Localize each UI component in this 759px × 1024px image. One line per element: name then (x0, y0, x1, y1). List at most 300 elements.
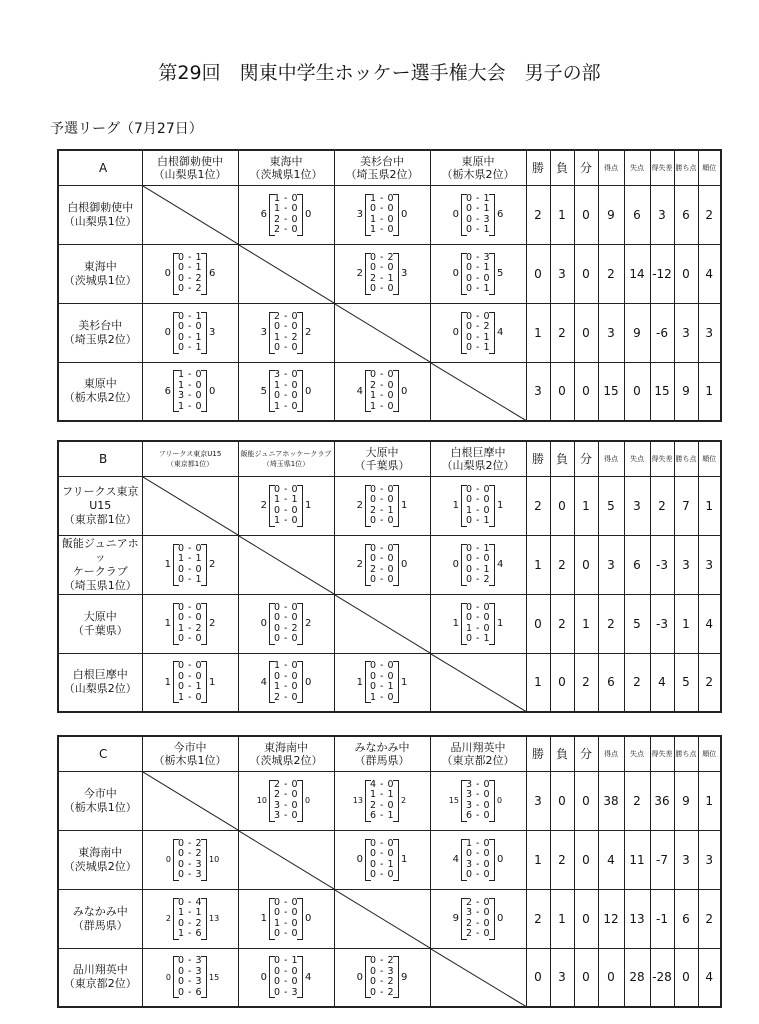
period-score: 3 - 0 (273, 369, 299, 381)
period-score: 0 - 1 (177, 342, 203, 353)
stat-value: 13 (624, 889, 650, 948)
match-goals-against: 15 (209, 972, 220, 982)
row-name-line: （栃木県2位） (63, 391, 137, 405)
period-scores (365, 839, 399, 881)
col-team-header (334, 150, 430, 185)
period-score: 0 - 0 (273, 342, 299, 353)
team-name: 白根御勅使中 (157, 154, 223, 168)
match-score (239, 661, 334, 703)
match-cell (430, 185, 526, 244)
team-row (58, 362, 721, 421)
period-scores (365, 194, 399, 236)
match-score (431, 898, 526, 940)
match-goals-for: 0 (260, 618, 267, 629)
row-name-line: 品川翔英中 (72, 963, 128, 977)
period-score: 0 - 0 (273, 321, 299, 332)
period-scores (269, 956, 303, 998)
period-score: 1 - 0 (369, 213, 395, 225)
stat-value: 2 (550, 594, 574, 653)
team-row (58, 303, 721, 362)
stat-value: 3 (526, 771, 550, 830)
row-team-name (58, 653, 142, 712)
team-pref: （千葉県） (354, 458, 410, 472)
period-score: 0 - 3 (177, 869, 203, 880)
match-goals-against: 10 (209, 855, 220, 864)
stat-header: 負 (550, 150, 574, 185)
match-goals-for: 0 (260, 971, 267, 983)
period-score: 0 - 0 (369, 553, 395, 564)
period-score: 0 - 0 (273, 907, 299, 918)
stat-value: 3 (674, 535, 698, 594)
match-cell (238, 771, 334, 830)
row-team-name (58, 185, 142, 244)
row-name-line: （千葉県） (72, 623, 128, 637)
period-score: 3 - 0 (465, 907, 491, 918)
stat-value: 3 (526, 362, 550, 421)
period-scores (461, 780, 495, 822)
stat-header: 勝 (526, 441, 550, 476)
row-team-name (58, 535, 142, 594)
match-score (143, 661, 238, 703)
stat-value: 0 (526, 948, 550, 1007)
stat-value: 28 (624, 948, 650, 1007)
stat-header: 勝 (526, 736, 550, 771)
match-goals-for: 0 (452, 268, 459, 279)
stat-header: 勝 (526, 150, 550, 185)
period-score: 1 - 0 (273, 400, 299, 412)
match-score (335, 956, 430, 998)
period-score: 2 - 0 (369, 799, 395, 811)
col-team-header (238, 736, 334, 771)
group-label: A (58, 150, 142, 185)
period-score: 0 - 0 (177, 660, 203, 672)
match-cell (334, 535, 430, 594)
period-scores (173, 956, 207, 998)
row-name-line: 大原中 (83, 609, 117, 623)
stat-value: -6 (650, 303, 674, 362)
row-name-line: 東原中 (83, 377, 117, 391)
stat-value: 0 (550, 476, 574, 535)
match-cell (142, 830, 238, 889)
match-goals-against: 1 (305, 500, 312, 511)
stat-header: 勝ち点 (674, 150, 698, 185)
match-goals-for: 1 (452, 618, 459, 629)
diagonal-cell (334, 594, 430, 653)
period-scores (269, 898, 303, 940)
match-goals-against: 4 (497, 327, 504, 338)
period-score: 1 - 1 (369, 789, 395, 800)
match-score (143, 898, 238, 940)
period-score: 0 - 1 (465, 192, 491, 204)
stat-value: 2 (550, 535, 574, 594)
team-pref: （埼玉県1位） (262, 459, 310, 468)
team-name: 白根巨摩中 (450, 445, 506, 459)
match-cell (334, 653, 430, 712)
period-score: 0 - 0 (177, 321, 203, 332)
period-scores (173, 898, 207, 940)
stat-value: 2 (550, 830, 574, 889)
col-team-header (238, 150, 334, 185)
period-score: 0 - 0 (369, 283, 395, 294)
period-score: 0 - 1 (465, 224, 491, 235)
match-cell (334, 771, 430, 830)
match-goals-against: 6 (209, 268, 216, 279)
group-label: C (58, 736, 142, 771)
col-team-header (334, 736, 430, 771)
match-cell (334, 362, 430, 421)
period-score: 1 - 1 (273, 494, 299, 505)
stat-value: 15 (650, 362, 674, 421)
match-score (431, 839, 526, 881)
team-pref: （埼玉県2位） (345, 167, 419, 181)
row-name-line: （栃木県1位） (63, 800, 137, 814)
period-score: 1 - 0 (273, 379, 299, 391)
period-score: 1 - 0 (465, 837, 491, 849)
stat-value: 1 (550, 889, 574, 948)
stat-value: 0 (598, 948, 624, 1007)
period-score: 1 - 0 (273, 203, 299, 214)
period-score: 0 - 0 (369, 369, 395, 381)
stat-value: 2 (526, 476, 550, 535)
stat-header: 失点 (624, 736, 650, 771)
period-score: 0 - 1 (369, 681, 395, 693)
stat-value: 2 (598, 244, 624, 303)
match-score (335, 370, 430, 412)
row-team-name (58, 362, 142, 421)
match-goals-for: 2 (356, 500, 363, 511)
period-scores (365, 956, 399, 998)
match-goals-against: 0 (401, 559, 408, 570)
match-goals-for: 1 (260, 913, 267, 924)
match-score (431, 194, 526, 236)
match-goals-for: 0 (356, 854, 363, 865)
period-scores (461, 898, 495, 940)
team-name: 東海南中 (264, 740, 308, 754)
match-goals-for: 0 (165, 972, 171, 982)
stat-value: 2 (624, 771, 650, 830)
period-score: 0 - 0 (177, 542, 203, 554)
stat-value: 3 (624, 476, 650, 535)
period-scores (365, 253, 399, 295)
period-score: 0 - 2 (465, 574, 491, 585)
period-scores (365, 780, 399, 822)
group-label: B (58, 441, 142, 476)
stat-value: 2 (650, 476, 674, 535)
stat-value: 12 (598, 889, 624, 948)
stat-value: 1 (574, 476, 598, 535)
period-scores (173, 603, 207, 645)
period-score: 0 - 0 (465, 310, 491, 322)
row-name-line: （埼玉県1位） (63, 578, 137, 592)
period-score: 2 - 0 (273, 213, 299, 225)
team-pref: （山梨県2位） (441, 458, 515, 472)
stat-value: 3 (674, 303, 698, 362)
stat-value: 0 (526, 244, 550, 303)
period-score: 1 - 0 (273, 660, 299, 672)
stat-value: 2 (598, 594, 624, 653)
match-goals-against: 5 (497, 268, 504, 279)
match-score (431, 485, 526, 527)
period-scores (365, 544, 399, 586)
row-name-line: みなかみ中 (72, 904, 128, 918)
period-score: 0 - 0 (273, 633, 299, 644)
match-goals-for: 1 (164, 618, 171, 629)
stat-value: 3 (598, 303, 624, 362)
match-goals-for: 4 (260, 676, 267, 688)
period-score: 3 - 0 (465, 778, 491, 790)
stat-header: 分 (574, 150, 598, 185)
match-score (239, 194, 334, 236)
period-scores (461, 194, 495, 236)
stat-value: 1 (550, 185, 574, 244)
row-name-line: U15 (89, 498, 112, 512)
period-score: 0 - 2 (369, 251, 395, 263)
match-cell (430, 771, 526, 830)
period-score: 0 - 0 (273, 504, 299, 516)
section-subtitle: 予選リーグ（7月27日） (50, 121, 203, 137)
match-cell (238, 476, 334, 535)
period-score: 0 - 0 (369, 670, 395, 682)
period-score: 0 - 1 (465, 515, 491, 526)
row-name-line: 白根巨摩中 (72, 668, 128, 682)
period-score: 0 - 0 (465, 612, 491, 623)
match-score (143, 956, 238, 998)
match-goals-for: 0 (164, 268, 171, 279)
row-name-line: （茨城県1位） (63, 273, 137, 287)
match-goals-for: 10 (256, 796, 267, 805)
stat-value: 4 (598, 830, 624, 889)
match-score (431, 780, 526, 822)
period-score: 1 - 0 (369, 224, 395, 235)
stat-value: 0 (574, 303, 598, 362)
header-row (58, 441, 721, 476)
match-score (143, 312, 238, 354)
match-goals-for: 6 (164, 385, 171, 397)
stat-value: 2 (574, 653, 598, 712)
match-cell (238, 185, 334, 244)
period-score: 0 - 0 (177, 612, 203, 623)
period-score: 2 - 0 (273, 778, 299, 790)
match-cell (334, 948, 430, 1007)
period-score: 0 - 0 (369, 660, 395, 672)
period-score: 0 - 2 (273, 622, 299, 634)
period-score: 3 - 0 (465, 858, 491, 870)
stat-header: 分 (574, 441, 598, 476)
stat-value: 6 (674, 889, 698, 948)
period-score: 0 - 0 (465, 483, 491, 495)
stat-value: -1 (650, 889, 674, 948)
stat-value: 6 (624, 185, 650, 244)
period-score: 0 - 1 (369, 858, 395, 870)
period-scores (365, 370, 399, 412)
match-score (143, 370, 238, 412)
match-goals-against: 0 (305, 676, 312, 688)
period-score: 3 - 0 (465, 799, 491, 811)
stat-header: 負 (550, 441, 574, 476)
match-goals-against: 2 (401, 796, 407, 805)
stat-header: 得点 (598, 441, 624, 476)
period-scores (269, 780, 303, 822)
stat-value: 5 (674, 653, 698, 712)
match-score (143, 253, 238, 295)
row-name-line: 今市中 (83, 786, 117, 800)
period-score: 0 - 1 (465, 633, 491, 644)
period-score: 0 - 3 (177, 965, 203, 977)
stat-value: 0 (574, 362, 598, 421)
match-cell (334, 830, 430, 889)
period-score: 0 - 2 (369, 986, 395, 998)
period-score: 1 - 1 (177, 553, 203, 564)
period-score: 1 - 0 (177, 691, 203, 703)
period-score: 0 - 3 (465, 251, 491, 263)
stat-header: 得点 (598, 736, 624, 771)
period-score: 0 - 0 (369, 515, 395, 526)
row-name-line: （山梨県2位） (63, 682, 137, 696)
stat-value: 0 (550, 362, 574, 421)
row-team-name (58, 594, 142, 653)
match-goals-for: 4 (356, 385, 363, 397)
period-score: 2 - 0 (273, 691, 299, 703)
match-score (335, 253, 430, 295)
period-score: 0 - 0 (273, 601, 299, 613)
match-goals-for: 6 (260, 209, 267, 220)
row-name-line: （東京都2位） (63, 977, 137, 991)
match-score (239, 485, 334, 527)
stat-value: 0 (574, 830, 598, 889)
period-score: 1 - 0 (177, 379, 203, 391)
match-score (239, 780, 334, 822)
period-score: 0 - 0 (273, 928, 299, 939)
stat-value: 6 (598, 653, 624, 712)
match-cell (334, 244, 430, 303)
match-goals-for: 0 (164, 327, 171, 338)
period-score: 1 - 0 (177, 369, 203, 381)
match-cell (430, 244, 526, 303)
period-score: 3 - 0 (177, 390, 203, 402)
team-row (58, 830, 721, 889)
row-name-line: 東海南中 (78, 845, 123, 859)
period-score: 0 - 2 (177, 272, 203, 284)
period-score: 1 - 1 (177, 907, 203, 918)
team-row (58, 771, 721, 830)
period-scores (269, 312, 303, 354)
row-team-name (58, 771, 142, 830)
team-name: 東原中 (461, 154, 495, 168)
match-cell (334, 476, 430, 535)
stat-value: -28 (650, 948, 674, 1007)
match-goals-for: 2 (260, 500, 267, 511)
match-score (431, 253, 526, 295)
row-name-line: フリークス東京 (62, 484, 139, 498)
match-goals-against: 0 (305, 796, 311, 805)
stat-value: 3 (550, 244, 574, 303)
diagonal-cell (430, 653, 526, 712)
match-goals-for: 0 (452, 559, 459, 570)
col-team-header (430, 150, 526, 185)
match-score (335, 839, 430, 881)
period-score: 0 - 2 (177, 283, 203, 294)
period-score: 0 - 0 (369, 203, 395, 214)
stat-value: 1 (698, 771, 721, 830)
period-score: 0 - 2 (465, 321, 491, 332)
stat-value: 2 (698, 889, 721, 948)
stat-value: 3 (598, 535, 624, 594)
match-goals-for: 1 (164, 676, 171, 688)
period-score: 0 - 1 (465, 542, 491, 554)
match-goals-for: 2 (356, 559, 363, 570)
stat-value: 6 (674, 185, 698, 244)
period-scores (461, 839, 495, 881)
period-score: 1 - 0 (369, 400, 395, 412)
period-score: 0 - 1 (177, 310, 203, 322)
period-score: 3 - 0 (273, 799, 299, 811)
row-name-line: （山梨県1位） (63, 214, 137, 228)
team-pref: （栃木県1位） (153, 753, 227, 767)
period-score: 0 - 0 (273, 965, 299, 977)
team-name: 大原中 (365, 445, 399, 459)
match-cell (142, 303, 238, 362)
stat-value: 9 (674, 362, 698, 421)
match-goals-for: 9 (452, 913, 459, 924)
row-name-line: 東海中 (83, 259, 117, 273)
stat-value: 1 (526, 653, 550, 712)
period-score: 0 - 1 (465, 203, 491, 214)
match-cell (430, 830, 526, 889)
period-score: 0 - 3 (465, 213, 491, 225)
match-goals-against: 1 (401, 676, 408, 688)
league-table-c (57, 735, 722, 1008)
period-scores (269, 370, 303, 412)
match-goals-against: 1 (401, 500, 408, 511)
stat-value: 2 (698, 185, 721, 244)
stat-value: -3 (650, 594, 674, 653)
period-score: 3 - 0 (465, 789, 491, 800)
period-scores (461, 253, 495, 295)
period-scores (173, 661, 207, 703)
period-score: 0 - 1 (177, 331, 203, 343)
stat-value: 9 (674, 771, 698, 830)
team-row (58, 476, 721, 535)
stat-value: 4 (698, 594, 721, 653)
match-cell (238, 362, 334, 421)
match-goals-against: 2 (305, 618, 312, 629)
period-score: 0 - 0 (465, 272, 491, 284)
stat-value: 0 (550, 771, 574, 830)
match-goals-against: 0 (497, 854, 504, 865)
match-cell (430, 303, 526, 362)
diagonal-cell (238, 830, 334, 889)
stat-value: 1 (698, 362, 721, 421)
period-score: 1 - 2 (177, 622, 203, 634)
period-score: 2 - 0 (465, 896, 491, 908)
period-scores (365, 485, 399, 527)
match-score (239, 312, 334, 354)
team-name: みなかみ中 (354, 740, 410, 754)
stat-value: 9 (624, 303, 650, 362)
period-score: 0 - 0 (465, 553, 491, 564)
period-score: 0 - 1 (177, 574, 203, 585)
match-goals-against: 2 (209, 618, 216, 629)
match-goals-against: 0 (401, 385, 408, 397)
team-pref: （茨城県1位） (249, 167, 323, 181)
match-score (335, 544, 430, 586)
col-team-header (142, 441, 238, 476)
period-score: 2 - 0 (273, 789, 299, 800)
match-goals-for: 1 (452, 500, 459, 511)
match-goals-for: 5 (260, 385, 267, 397)
period-score: 1 - 0 (465, 622, 491, 634)
stat-value: 0 (674, 948, 698, 1007)
